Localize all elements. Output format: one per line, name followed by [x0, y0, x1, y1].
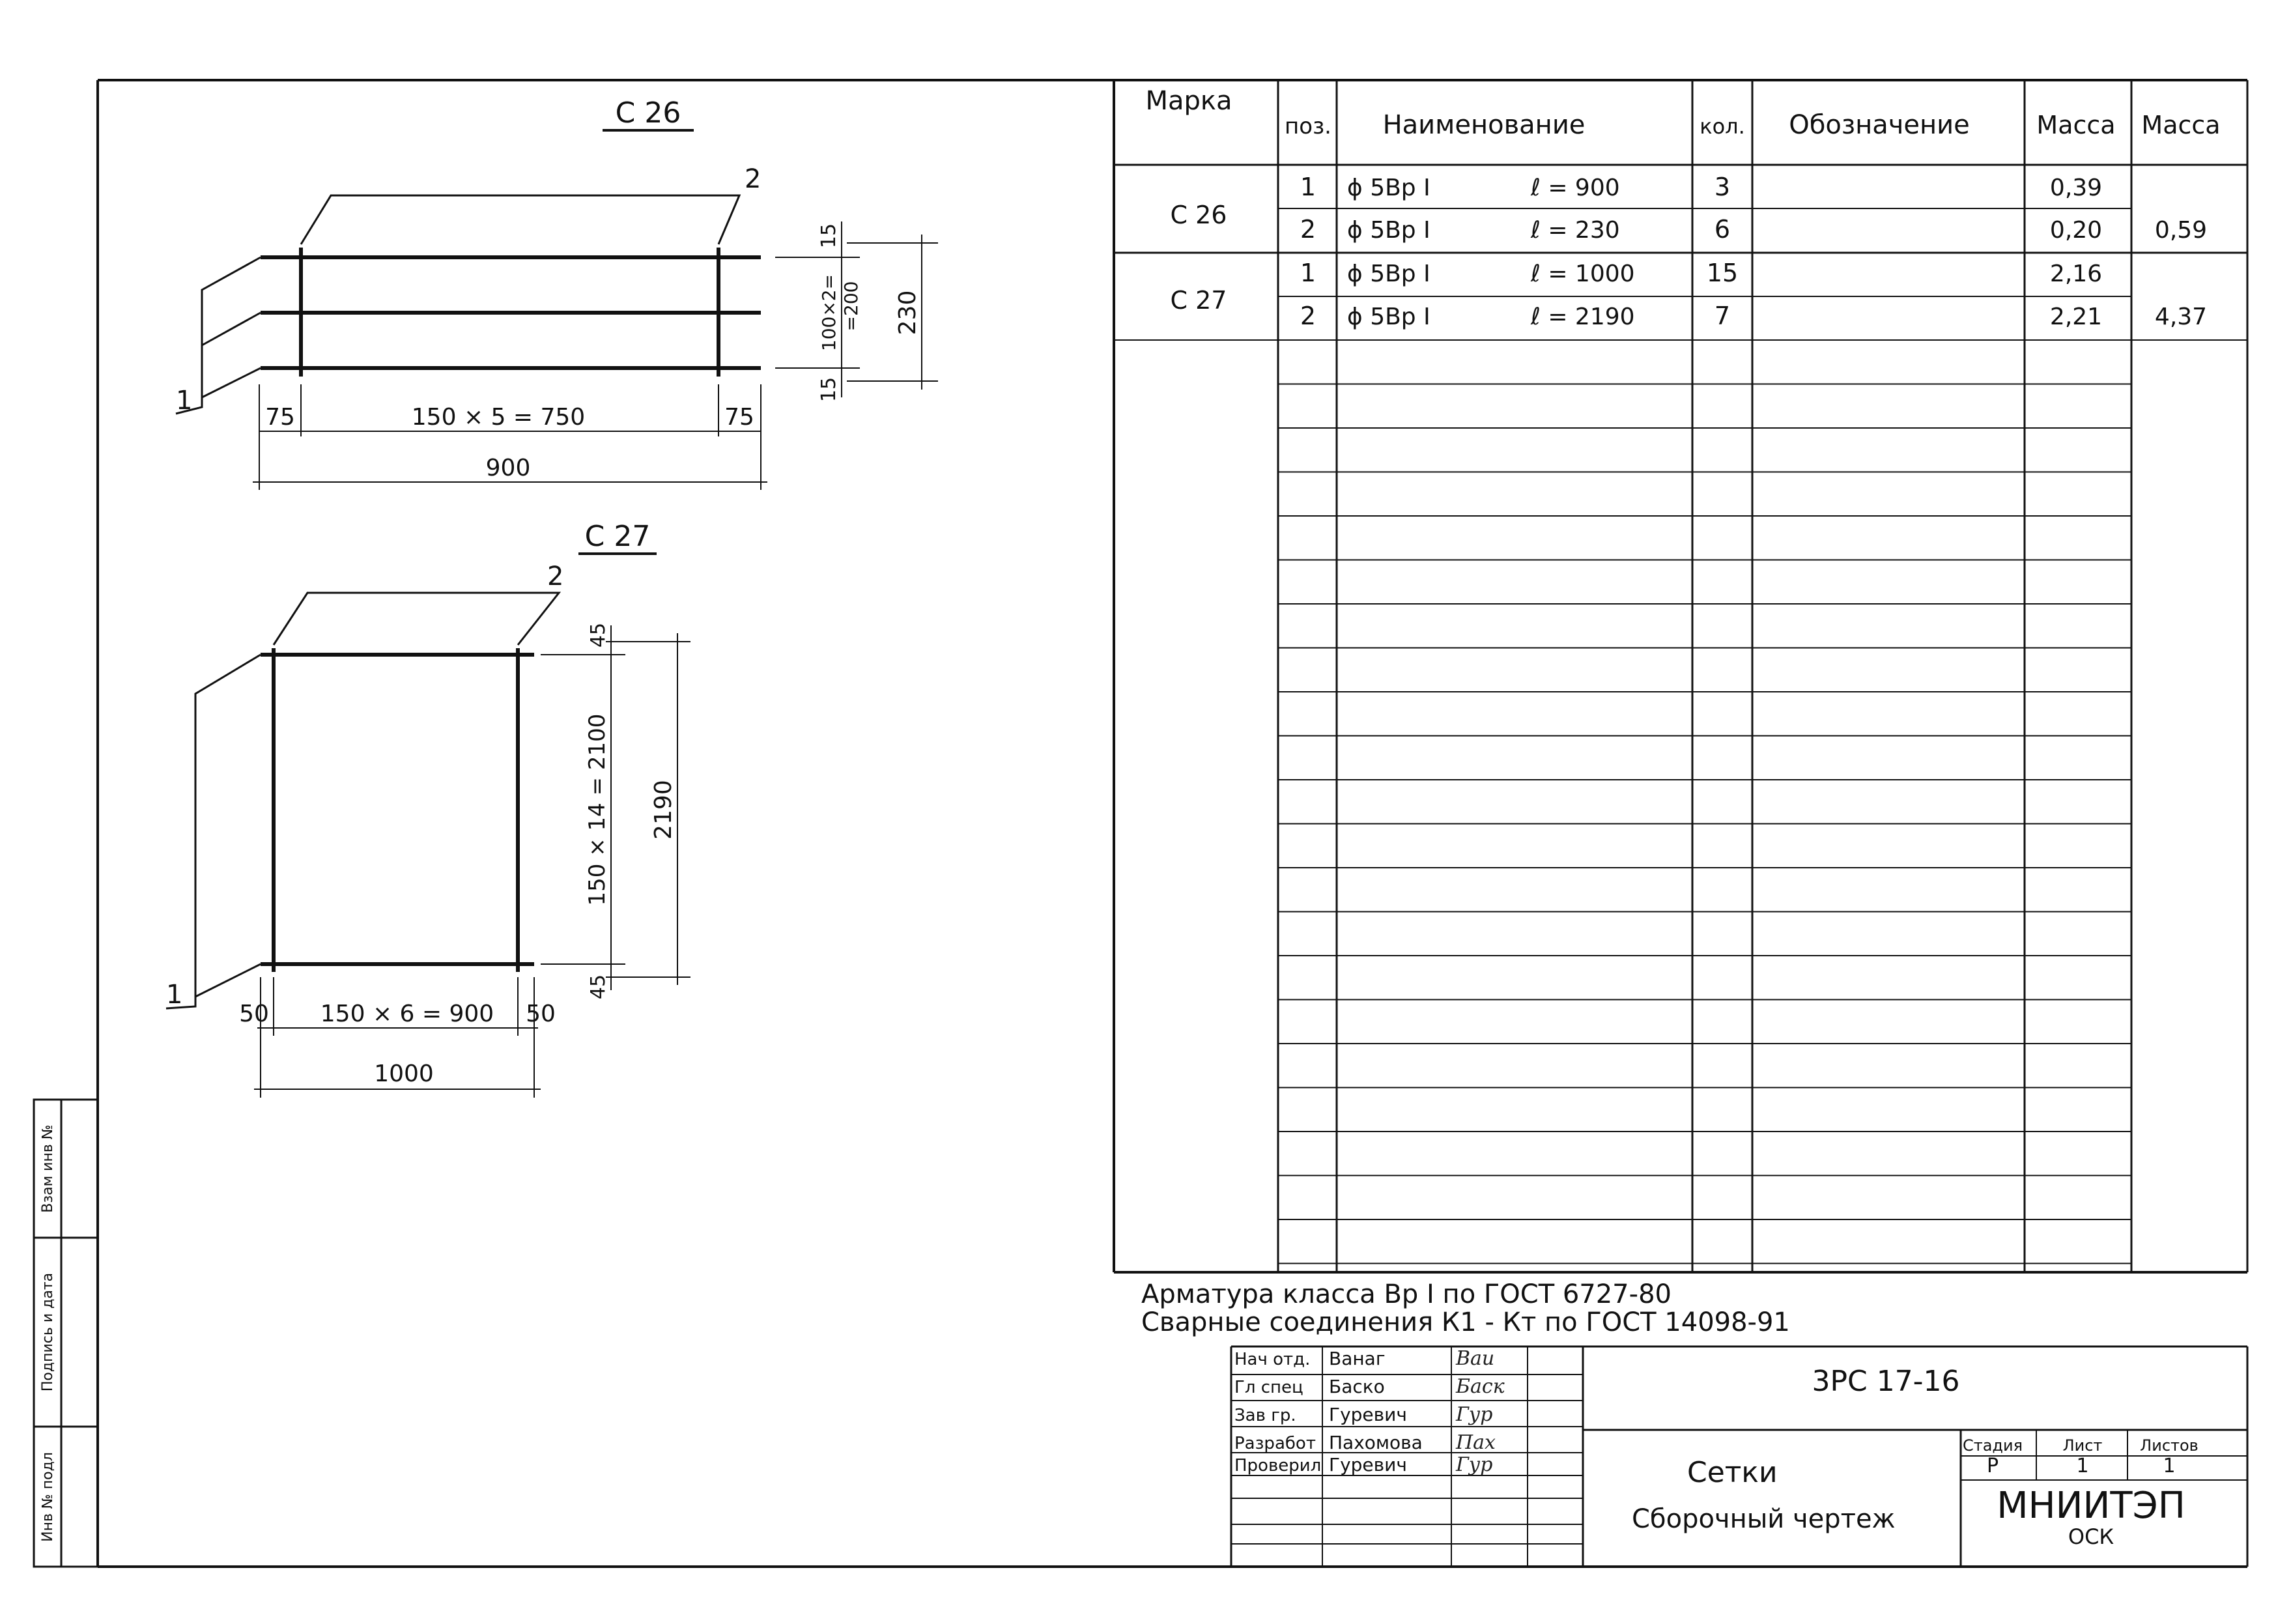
row-mass: 0,39 [2049, 175, 2103, 201]
spec-table [1114, 80, 2247, 1272]
row-pos: 1 [1300, 259, 1316, 287]
stamp-inv-repl: Взам инв № [40, 1124, 56, 1213]
row-length: ℓ = 2190 [1531, 304, 1635, 330]
signatory-name: Ванаг [1329, 1348, 1386, 1369]
c27-dim-mid-v: 150 × 14 = 2100 [584, 713, 610, 906]
sheet-value: 1 [2076, 1455, 2089, 1477]
title-block [1231, 1346, 2247, 1567]
note-line: Арматура класса Вр I по ГОСТ 6727-80 [1141, 1279, 1672, 1309]
c26-dim-mid: 150 × 5 = 750 [411, 404, 586, 431]
sheet-label: Лист [2062, 1436, 2103, 1455]
c27-dim-top: 45 [587, 622, 610, 648]
group-mark-c26: С 26 [1170, 201, 1227, 229]
c27-dim-right: 50 [526, 1001, 556, 1027]
c27-dim-total: 1000 [374, 1061, 434, 1087]
c26-dim-mid-v1: 100×2= [818, 274, 840, 352]
document-name-line2: Сборочный чертеж [1632, 1504, 1896, 1534]
c26-dim-total: 900 [485, 455, 531, 481]
signatory-role: Проверил [1234, 1456, 1322, 1475]
signatory-name: Гуревич [1329, 1404, 1407, 1425]
row-bar: ϕ 5Вр I [1347, 217, 1430, 244]
c27-dim-bottom: 45 [587, 974, 610, 1000]
mesh-c27-drawing [166, 520, 690, 1098]
stage-value: Р [1986, 1455, 1999, 1477]
header-mark: Марка [1145, 86, 1232, 116]
header-mass-item: Масса [2036, 111, 2116, 139]
row-bar: ϕ 5Вр I [1347, 175, 1430, 201]
signatory-signature: Гур [1456, 1453, 1493, 1476]
signatory-name: Баско [1329, 1376, 1385, 1397]
mesh-c26-drawing [176, 96, 938, 490]
sheets-label: Листов [2140, 1436, 2199, 1455]
c26-title: С 26 [615, 96, 681, 130]
c26-pos-2: 2 [745, 164, 761, 194]
signatory-name: Гуревич [1329, 1454, 1407, 1475]
c26-dim-bottom: 15 [818, 377, 840, 403]
c27-pos-2: 2 [547, 562, 564, 591]
c27-pos-1: 1 [166, 980, 183, 1010]
side-stamp [34, 1100, 98, 1567]
signatory-signature: Гур [1456, 1403, 1493, 1426]
signatory-name: Пахомова [1329, 1432, 1423, 1453]
row-pos: 1 [1300, 173, 1316, 201]
row-qty: 7 [1714, 302, 1731, 330]
signatory-signature: Пах [1456, 1431, 1496, 1454]
header-qty: кол. [1700, 114, 1745, 139]
signatory-role: Гл спец [1234, 1378, 1303, 1397]
row-qty: 6 [1714, 215, 1731, 244]
row-pos: 2 [1300, 215, 1316, 244]
signatory-signature: Ваи [1456, 1347, 1495, 1370]
header-designation: Обозначение [1789, 110, 1970, 140]
signatory-role: Нач отд. [1234, 1350, 1311, 1369]
c27-dim-left: 50 [239, 1001, 269, 1027]
row-mass: 0,20 [2049, 217, 2103, 244]
header-pos: поз. [1285, 113, 1331, 139]
c26-dim-top: 15 [818, 223, 840, 249]
group-total-mass-c27: 4,37 [2154, 304, 2208, 330]
notes [1141, 1279, 1790, 1337]
sheets-value: 1 [2163, 1455, 2176, 1477]
c26-dim-right: 75 [724, 404, 754, 431]
signatory-role: Зав гр. [1234, 1406, 1296, 1425]
group-mark-c27: С 27 [1170, 286, 1227, 315]
stamp-sign-date: Подпись и дата [40, 1272, 56, 1392]
note-line: Сварные соединения К1 - Кт по ГОСТ 14098-91 [1141, 1307, 1790, 1337]
c26-dim-mid-v2: =200 [840, 281, 862, 332]
organization: МНИИТЭП [1997, 1485, 2185, 1527]
row-bar: ϕ 5Вр I [1347, 304, 1430, 330]
row-bar: ϕ 5Вр I [1347, 261, 1430, 287]
stamp-inv-orig: Инв № подл [40, 1452, 56, 1542]
document-code: 3РС 17-16 [1812, 1365, 1960, 1398]
signatory-role: Разработ [1234, 1434, 1316, 1453]
stage-label: Стадия [1962, 1436, 2023, 1455]
row-length: ℓ = 1000 [1531, 261, 1635, 287]
c26-dim-left: 75 [265, 404, 295, 431]
row-mass: 2,16 [2049, 261, 2103, 287]
c26-dim-height: 230 [894, 290, 921, 335]
row-qty: 3 [1714, 173, 1731, 201]
spec-table-grid [1114, 80, 2247, 1272]
header-mass-total: Масса [2141, 111, 2221, 139]
row-mass: 2,21 [2049, 304, 2103, 330]
c27-dim-height: 2190 [650, 780, 677, 840]
row-length: ℓ = 230 [1531, 217, 1620, 244]
group-total-mass-c26: 0,59 [2154, 217, 2208, 244]
row-qty: 15 [1706, 259, 1739, 287]
document-name-line1: Сетки [1687, 1456, 1778, 1489]
signatory-signature: Баск [1456, 1375, 1505, 1398]
header-name: Наименование [1382, 110, 1586, 140]
c26-pos-1: 1 [176, 386, 193, 416]
row-length: ℓ = 900 [1531, 175, 1620, 201]
row-pos: 2 [1300, 302, 1316, 330]
c27-dim-mid: 150 × 6 = 900 [320, 1001, 494, 1027]
organization-sub: ОСК [2068, 1524, 2114, 1549]
c27-title: С 27 [584, 520, 651, 553]
